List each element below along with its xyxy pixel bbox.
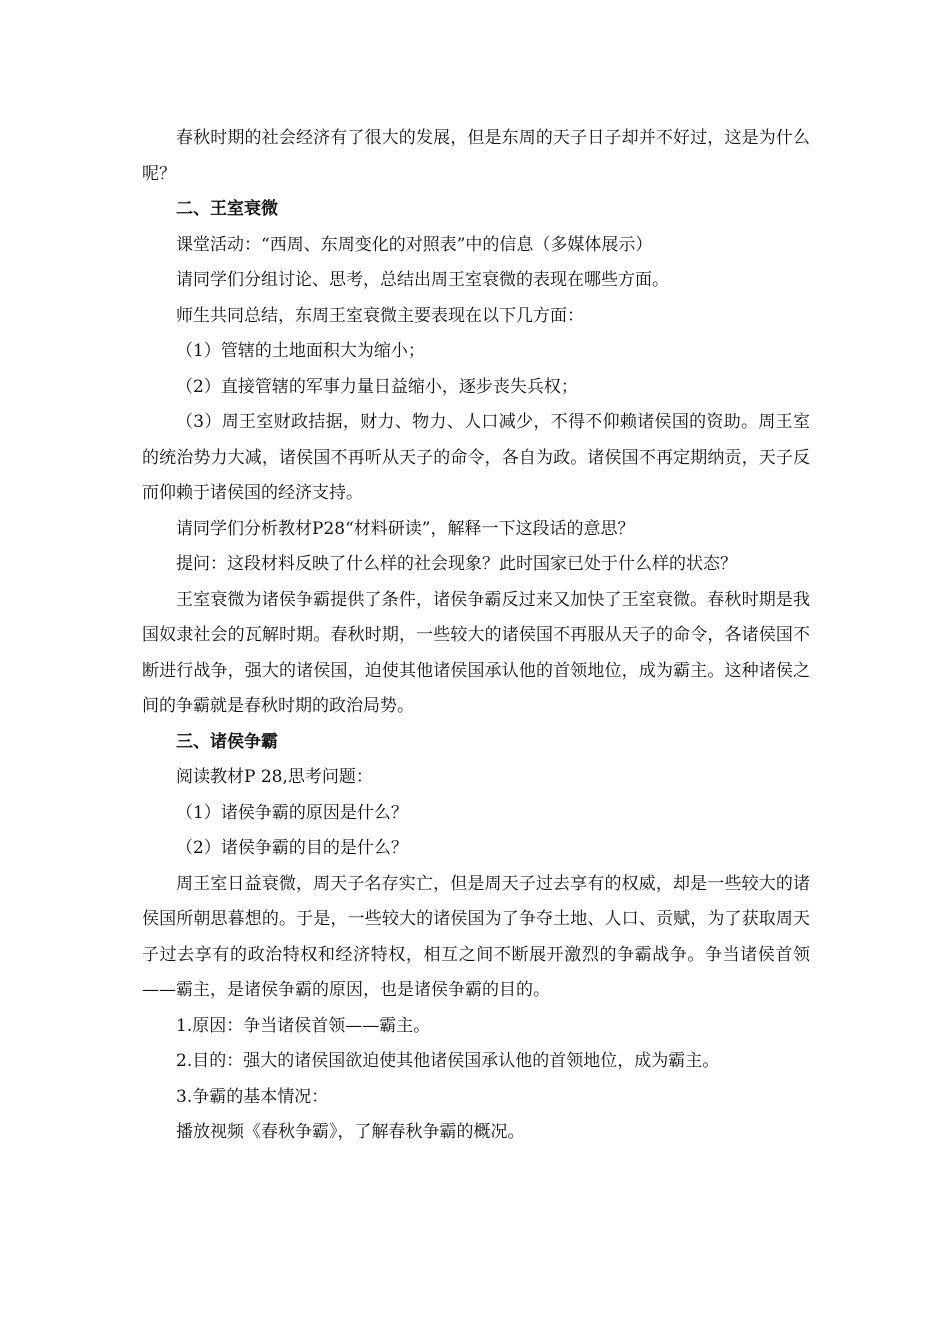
list-item-reason: 1.原因：争当诸侯首领——霸主。	[176, 1015, 431, 1036]
document-body	[142, 121, 810, 1151]
paragraph-intro-question: 春秋时期的社会经济有了很大的发展，但是东周的天子日子却并不好过，这是为什么呢？	[142, 128, 810, 184]
paragraph-decline-and-hegemony: 王室衰微为诸侯争霸提供了条件，诸侯争霸反过来又加快了王室衰微。春秋时期是我国奴隶社会的瓦解时期。春秋时期，一些较大的诸侯国不再服从天子的命令，各诸侯国不断进行战争，强大的诸侯国，迫使其他诸侯国承认他的首领地位，成为霸主。这种诸侯之间的争霸就是春秋时期的政治局势。	[142, 589, 810, 716]
paragraph-group-discussion: 请同学们分组讨论、思考，总结出周王室衰微的表现在哪些方面。	[176, 270, 669, 290]
paragraph-hegemony-explanation: 周王室日益衰微，周天子名存实亡，但是周天子过去享有的权威，却是一些较大的诸侯国所朝思暮想的。于是，一些较大的诸侯国为了争夺土地、人口、贡赋，为了获取周天子过去享有的政治特权和经济特权，相互之间不断展开激烈的争霸战争。争当诸侯首领——霸主，是诸侯争霸的原因，也是诸侯争霸的目的。	[142, 873, 810, 1000]
list-item-decline-1: （1）管辖的土地面积大为缩小；	[176, 341, 425, 361]
paragraph-summary-intro: 师生共同总结，东周王室衰微主要表现在以下几方面：	[176, 305, 584, 326]
section-heading-royal-decline: 二、王室衰微	[176, 199, 278, 219]
list-item-question-2: （2）诸侯争霸的目的是什么？	[176, 838, 408, 858]
list-item-basic-situation: 3.争霸的基本情况：	[176, 1086, 329, 1107]
paragraph-reading-task: 阅读教材P 28,思考问题：	[176, 767, 373, 787]
paragraph-class-activity: 课堂活动：“西周、东周变化的对照表”中的信息（多媒体展示）	[176, 234, 653, 255]
paragraph-question: 提问：这段材料反映了什么样的社会现象？此时国家已处于什么样的状态？	[176, 554, 737, 574]
paragraph-material-analysis: 请同学们分析教材P28“材料研读”，解释一下这段话的意思？	[176, 518, 635, 539]
list-item-decline-3: （3）周王室财政拮据，财力、物力、人口减少，不得不仰赖诸侯国的资助。周王室的统治势力大减，诸侯国不再听从天子的命令，各自为政。诸侯国不再定期纳贡，天子反而仰赖于诸侯国的经济支持。	[142, 412, 810, 503]
list-item-decline-2: （2）直接管辖的军事力量日益缩小，逐步丧失兵权；	[176, 376, 578, 397]
list-item-purpose: 2.目的：强大的诸侯国欲迫使其他诸侯国承认他的首领地位，成为霸主。	[176, 1051, 720, 1071]
paragraph-video: 播放视频《春秋争霸》，了解春秋争霸的概况。	[176, 1122, 525, 1142]
list-item-question-1: （1）诸侯争霸的原因是什么？	[176, 802, 408, 823]
section-heading-hegemony: 三、诸侯争霸	[176, 731, 278, 752]
